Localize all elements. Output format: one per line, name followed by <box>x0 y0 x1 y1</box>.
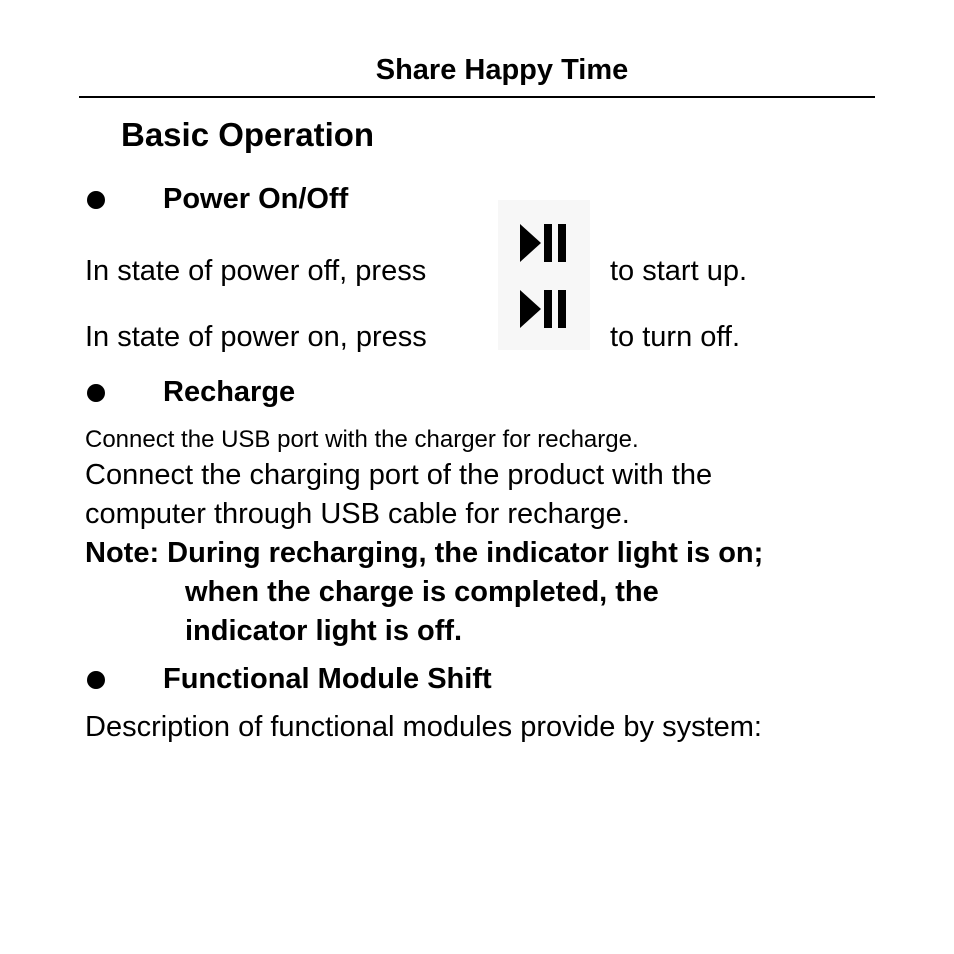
module-heading: Functional Module Shift <box>163 663 492 695</box>
bullet-icon <box>87 671 105 689</box>
recharge-text-3: computer through USB cable for recharge. <box>85 498 630 530</box>
power-on-instruction-end: to turn off. <box>610 321 741 353</box>
play-pause-icon <box>520 222 572 264</box>
power-heading: Power On/Off <box>163 183 349 215</box>
page-header-title: Share Happy Time <box>375 54 629 86</box>
module-description: Description of functional modules provide by system: <box>85 711 762 743</box>
recharge-text-2: Connect the charging port of the product with the <box>85 459 713 491</box>
recharge-note-3: indicator light is off. <box>185 615 463 647</box>
header-divider <box>79 96 875 98</box>
recharge-heading: Recharge <box>163 376 296 408</box>
recharge-text-1: Connect the USB port with the charger for recharge. <box>85 426 639 453</box>
bullet-icon <box>87 384 105 402</box>
play-pause-icon <box>520 288 572 330</box>
recharge-note-1: Note: During recharging, the indicator light is on; <box>85 537 764 569</box>
power-off-instruction: In state of power off, press <box>85 255 427 287</box>
recharge-note-2: when the charge is completed, the <box>185 576 659 608</box>
bullet-icon <box>87 191 105 209</box>
power-on-instruction: In state of power on, press <box>85 321 427 353</box>
section-title: Basic Operation <box>121 116 375 153</box>
power-off-instruction-end: to start up. <box>610 255 748 287</box>
